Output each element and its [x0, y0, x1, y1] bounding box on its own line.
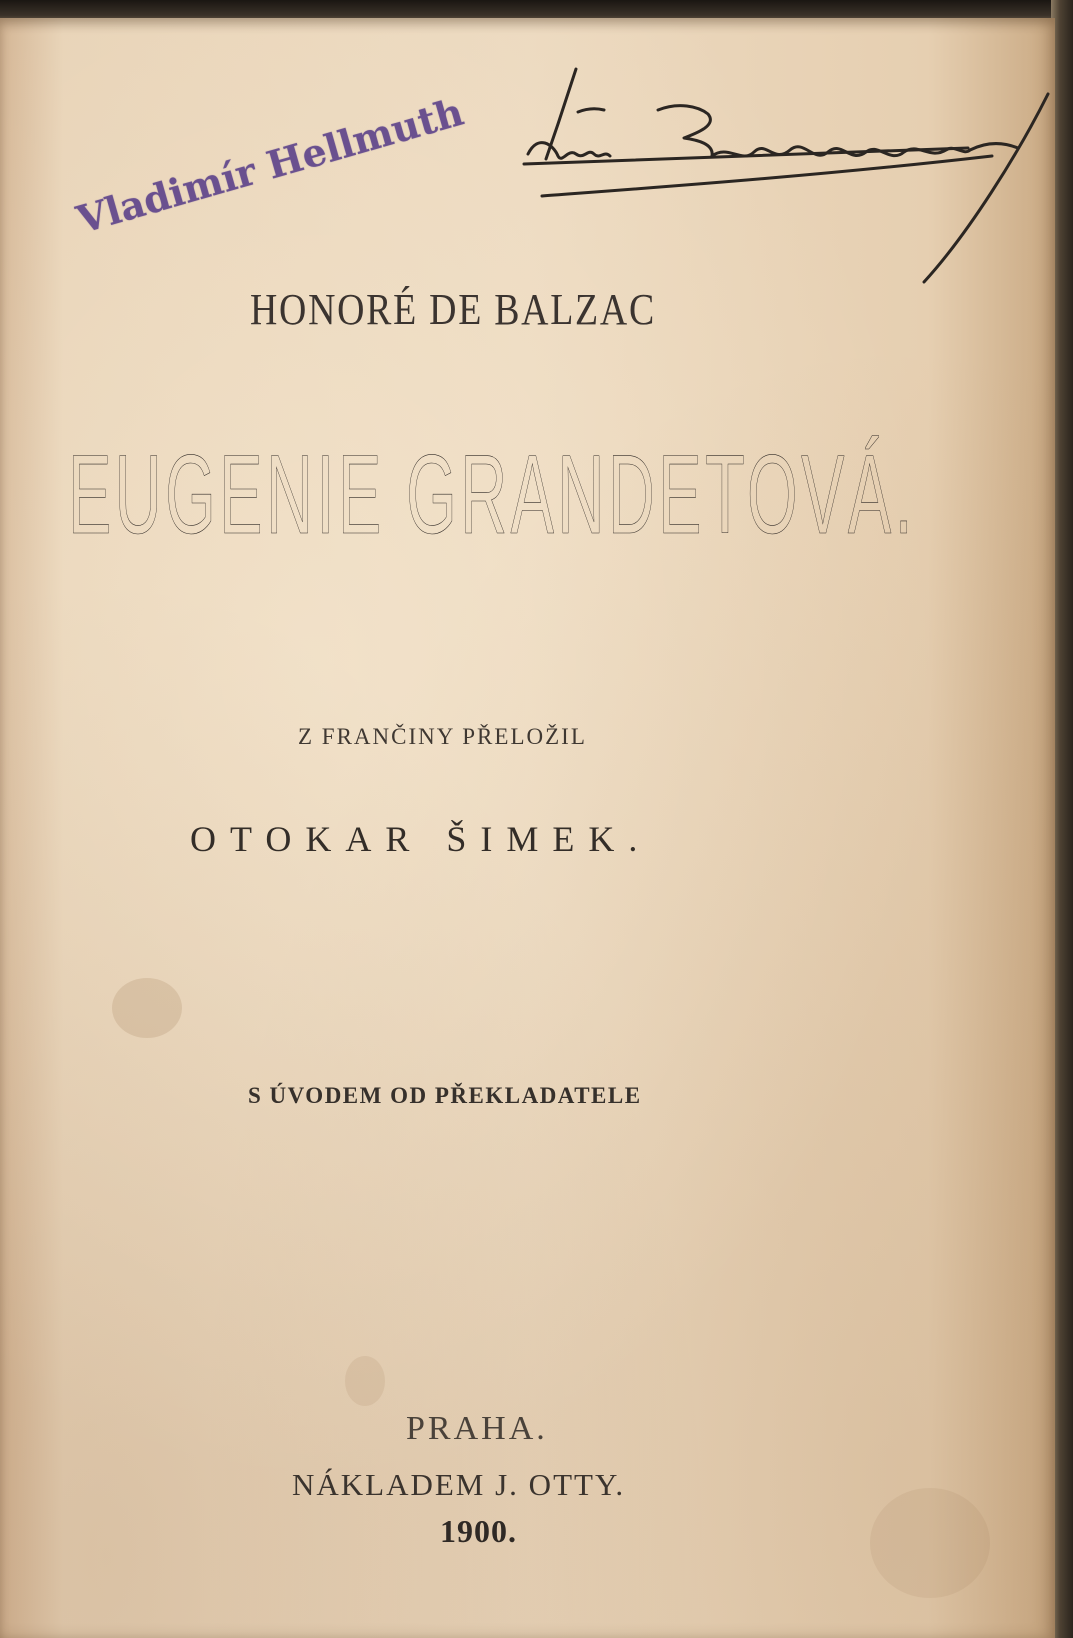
owner-stamp — [38, 88, 469, 260]
introduction-note: S ÚVODEM OD PŘEKLADATELE — [248, 1083, 642, 1108]
author-name: HONORÉ DE BALZAC — [250, 285, 656, 334]
translated-by-label: Z FRANČINY PŘELOŽIL — [298, 724, 587, 749]
paper-stain — [345, 1356, 385, 1406]
paper-stain — [112, 978, 182, 1038]
imprint-year: 1900. — [440, 1513, 517, 1549]
book-title: EUGENIE GRANDETOVÁ. — [68, 432, 917, 557]
translator-name: OTOKAR ŠIMEK. — [190, 819, 652, 859]
imprint-city: PRAHA. — [406, 1410, 548, 1447]
title-page — [0, 18, 1055, 1638]
imprint-publisher: NÁKLADEM J. OTTY. — [292, 1467, 626, 1502]
paper-stain — [870, 1488, 990, 1598]
stamp-text: Vladimír Hellmuth — [71, 88, 469, 243]
handwritten-signature — [498, 64, 1058, 294]
